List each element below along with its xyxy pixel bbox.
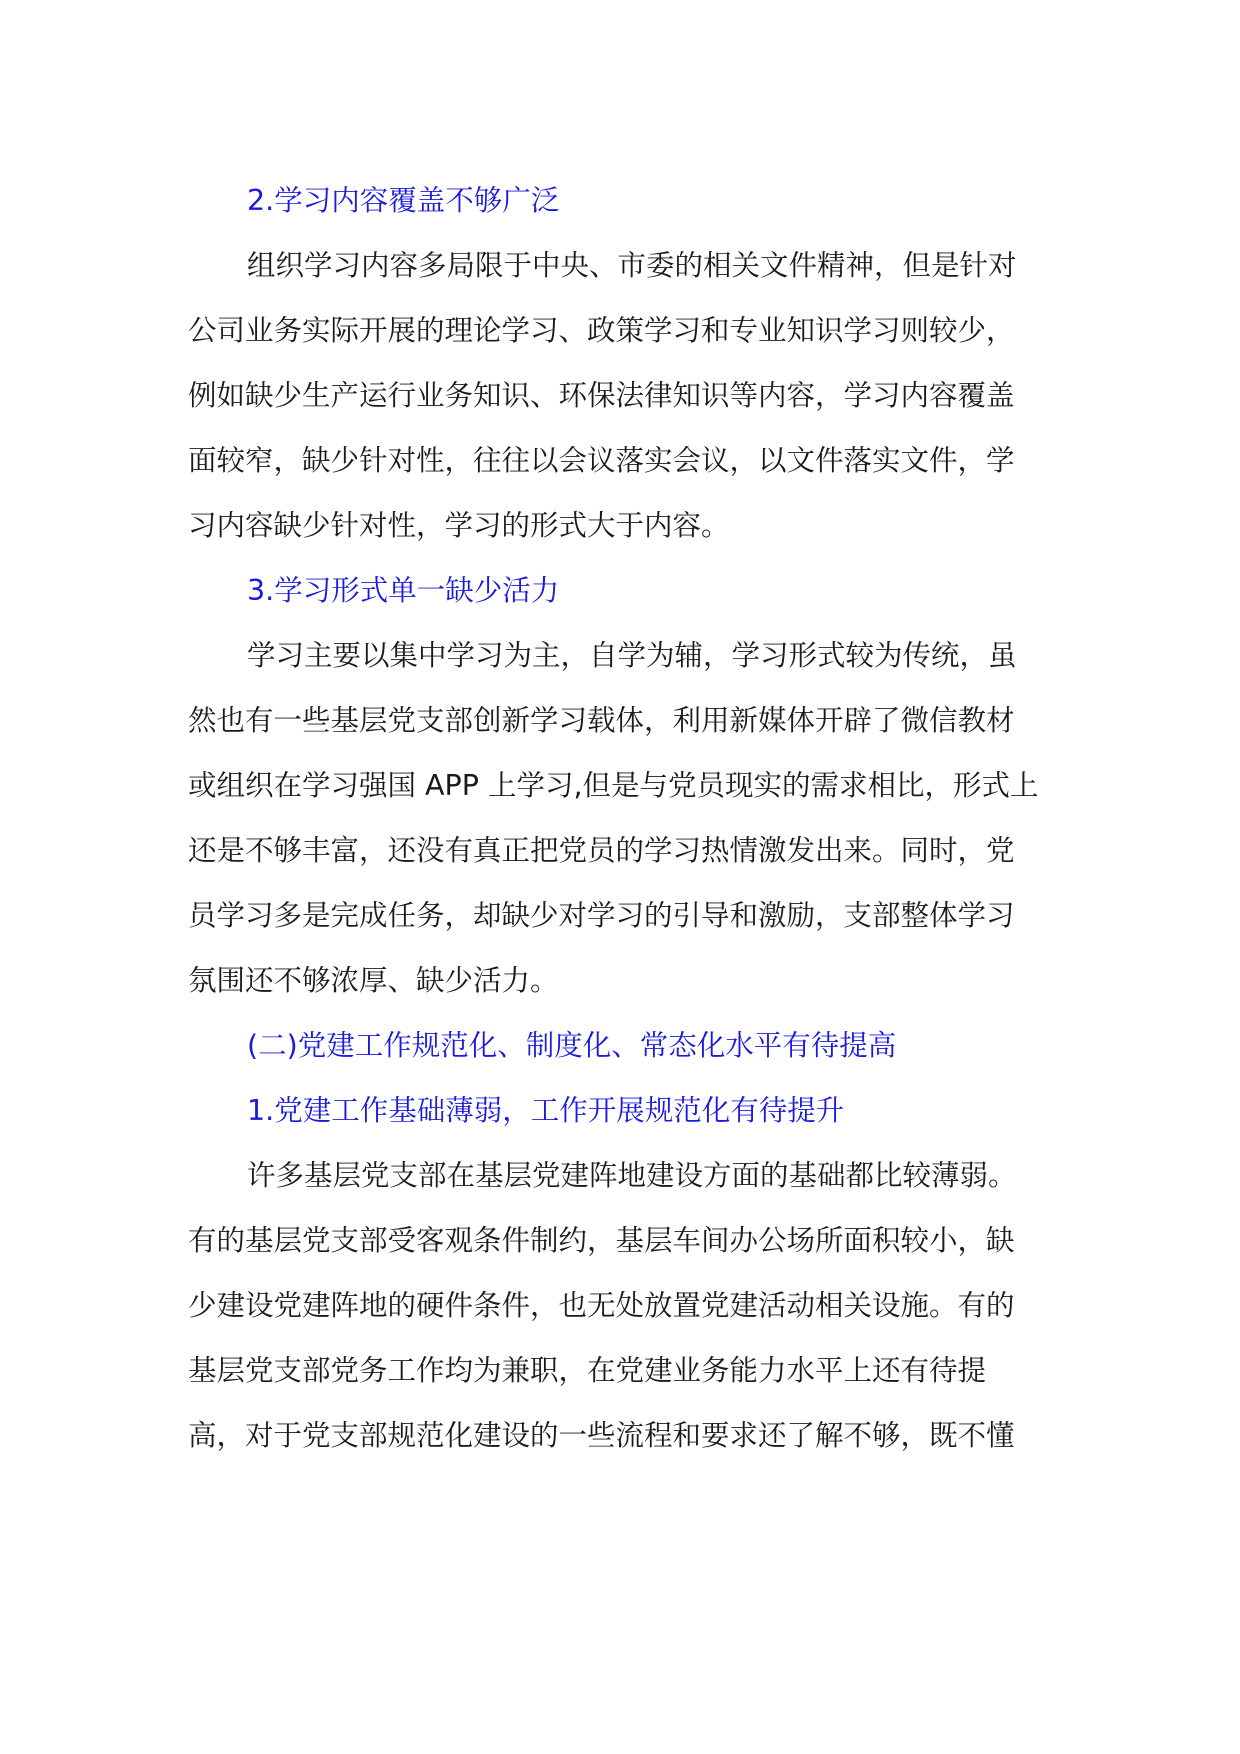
paragraph-line: 有的基层党支部受客观条件制约，基层车间办公场所面积较小，缺 <box>188 1224 1015 1257</box>
paragraph-line: 基层党支部党务工作均为兼职，在党建业务能力水平上还有待提 <box>188 1354 987 1387</box>
paragraph-line: 或组织在学习强国 APP 上学习,但是与党员现实的需求相比，形式上 <box>188 769 1039 802</box>
paragraph-line: 面较窄，缺少针对性，往往以会议落实会议，以文件落实文件，学 <box>188 444 1015 477</box>
paragraph-line: 公司业务实际开展的理论学习、政策学习和专业知识学习则较少， <box>188 314 1015 347</box>
section-heading: 1.党建工作基础薄弱，工作开展规范化有待提升 <box>247 1094 845 1127</box>
paragraph-line: 然也有一些基层党支部创新学习载体，利用新媒体开辟了微信教材 <box>188 704 1015 737</box>
paragraph-line: 学习主要以集中学习为主，自学为辅，学习形式较为传统，虽 <box>247 639 1017 672</box>
paragraph-line: 组织学习内容多局限于中央、市委的相关文件精神，但是针对 <box>247 249 1017 282</box>
document-body <box>188 168 1056 1468</box>
section-heading: (二)党建工作规范化、制度化、常态化水平有待提高 <box>247 1029 897 1062</box>
section-heading: 2.学习内容覆盖不够广泛 <box>247 184 560 217</box>
paragraph-line: 例如缺少生产运行业务知识、环保法律知识等内容，学习内容覆盖 <box>188 379 1015 412</box>
paragraph <box>188 233 1056 558</box>
paragraph-line: 许多基层党支部在基层党建阵地建设方面的基础都比较薄弱。 <box>247 1159 1017 1192</box>
paragraph-line: 还是不够丰富，还没有真正把党员的学习热情激发出来。同时，党 <box>188 834 1015 867</box>
paragraph-line: 氛围还不够浓厚、缺少活力。 <box>188 964 559 997</box>
paragraph-line: 高，对于党支部规范化建设的一些流程和要求还了解不够，既不懂 <box>188 1419 1015 1452</box>
paragraph <box>188 623 1056 1013</box>
section-heading: 3.学习形式单一缺少活力 <box>247 574 560 607</box>
paragraph-line: 员学习多是完成任务，却缺少对学习的引导和激励，支部整体学习 <box>188 899 1015 932</box>
paragraph-line: 少建设党建阵地的硬件条件，也无处放置党建活动相关设施。有的 <box>188 1289 1015 1322</box>
paragraph-line: 习内容缺少针对性，学习的形式大于内容。 <box>188 509 730 542</box>
paragraph <box>188 1143 1056 1468</box>
